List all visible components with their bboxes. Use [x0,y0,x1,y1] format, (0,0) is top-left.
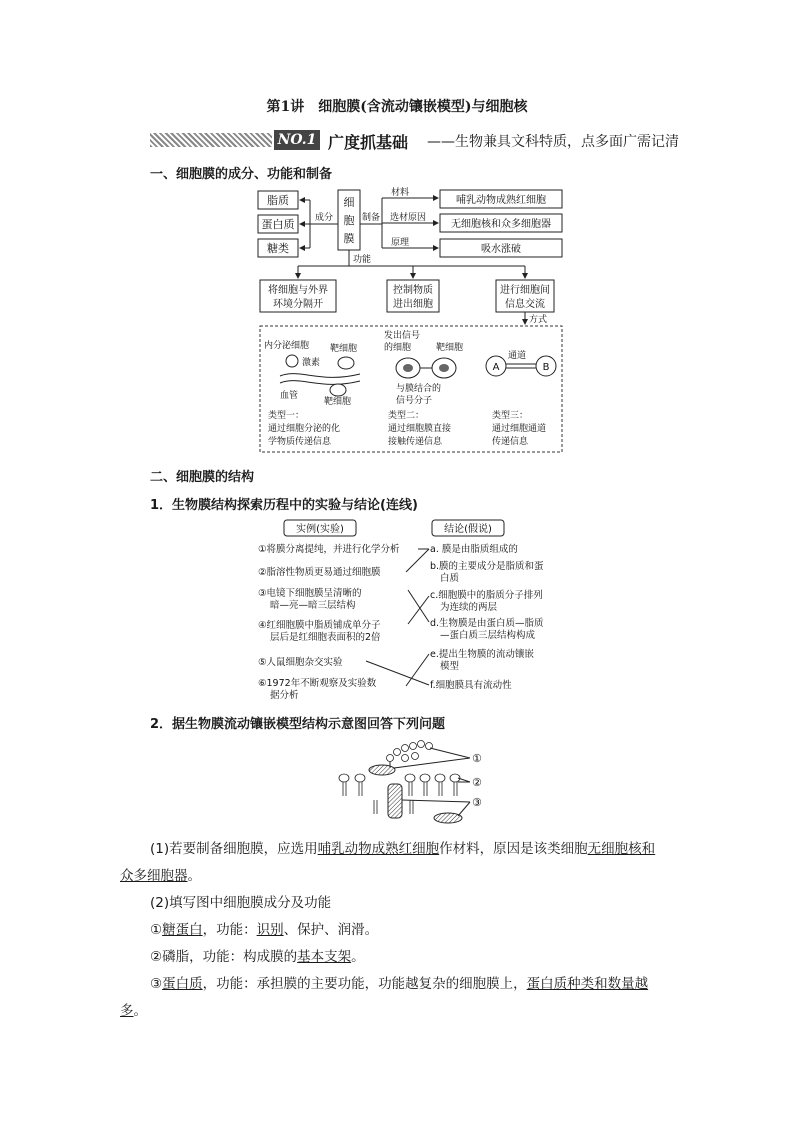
cell-a-label: A [492,362,500,373]
type3-caption-1: 类型三： [492,411,529,421]
item3-text: ，功能：承担膜的主要功能，功能越复杂的细胞膜上， [202,976,527,992]
model-label-2: ② [472,776,482,789]
item3-answer-more-cont: 多 [120,1003,134,1019]
nucleus-icon [439,364,449,372]
type1-caption-3: 学物质传递信息 [268,437,332,447]
function2-line1: 控制物质 [393,285,433,296]
function1-line2: 环境分隔开 [273,299,323,310]
item3-text: 。 [133,1003,147,1019]
target-cell-icon [330,384,346,396]
question1-line2 [120,864,201,884]
right-item-c2: 为连续的两层 [440,602,498,613]
banner-title: 广度抓基础 [328,133,409,152]
item2-text: ②磷脂，功能：构成膜的 [150,949,298,965]
section2-sub2: 2．据生物膜流动镶嵌模型结构示意图回答下列问题 [150,717,446,732]
type1-vessel: 血管 [280,391,299,401]
prepare-principle: 吸水涨破 [481,244,521,255]
left-header: 实例(实验) [296,524,344,535]
target-cell-icon [338,357,354,369]
section1-heading: 一、细胞膜的成分、功能和制备 [150,167,333,182]
type1-endocrine: 内分泌细胞 [264,341,310,351]
question2: (2)填写图中细胞膜成分及功能 [150,895,332,911]
membrane-diagram [250,186,570,456]
item3-answer-protein: 蛋白质 [162,976,203,992]
item1-answer-glycoprotein: 糖蛋白 [162,922,203,938]
label-function: 功能 [352,255,372,265]
prepare-label: 原理 [390,238,410,248]
q1-text: (1)若要制备细胞膜，应选用 [150,841,318,857]
function2-line2: 进出细胞 [393,299,433,310]
model-label-3: ③ [472,796,482,809]
component-sugar: 糖类 [267,242,289,255]
type2-molecule-2: 信号分子 [396,396,433,406]
type2-signal-cell-1: 发出信号 [384,331,421,341]
q1-answer-reason-cont: 众多细胞器 [120,868,188,884]
item3-text: ③ [150,976,163,992]
item1 [150,918,378,938]
q1-text: 作材料，原因是该类细胞 [439,841,588,857]
function3-line1: 进行细胞间 [500,285,550,296]
center-char: 胞 [343,214,355,227]
type2-caption-3: 接触传递信息 [388,437,443,447]
type2-molecule-1: 与膜结合的 [396,384,442,394]
item3-line1 [150,972,648,992]
banner-stripe [150,133,272,147]
left-item-1: ①将膜分离提纯，并进行化学分析 [258,544,400,555]
banner-number: NO.1 [274,130,320,150]
banner-subtitle: ——生物兼具文科特质，点多面广需记清 [427,134,679,150]
type1-caption-2: 通过细胞分泌的化 [268,424,341,434]
function1-line1: 将细胞与外界 [268,285,328,296]
center-char: 细 [343,196,355,209]
item3-answer-more: 蛋白质种类和数量越 [526,976,649,992]
item2-text: 。 [351,949,365,965]
type1-hormone: 激素 [302,358,321,368]
section2-heading: 二、细胞膜的结构 [150,470,255,485]
left-item-2: ②脂溶性物质更易通过细胞膜 [258,567,381,578]
item2-answer-scaffold: 基本支架 [297,949,352,965]
prepare-label: 材料 [390,188,410,198]
prepare-material: 哺乳动物成熟红细胞 [456,195,546,206]
section-banner [150,130,690,152]
item1-text: 、保护、润滑。 [283,922,379,938]
right-item-b1: b.膜的主要成分是脂质和蛋 [430,561,544,572]
prepare-reason: 无细胞核和众多细胞器 [451,219,551,230]
right-item-e1: e.提出生物膜的流动镶嵌 [430,649,534,660]
left-item-4b: 层后是红细胞表面积的2倍 [270,632,381,643]
component-protein: 蛋白质 [261,218,295,231]
type2-signal-cell-2: 的细胞 [384,343,412,353]
fluid-mosaic-model [330,738,490,830]
type3-caption-2: 通过细胞通道 [492,424,547,434]
type2-target: 靶细胞 [436,343,464,353]
type3-channel: 通道 [508,351,527,361]
right-item-e2: 模型 [440,661,460,672]
right-item-f: f.细胞膜具有流动性 [430,680,512,691]
function3-line2: 信息交流 [505,299,545,310]
center-char: 膜 [343,232,355,245]
item2 [150,945,365,965]
item1-text: ① [150,922,163,938]
right-item-c1: c.细胞膜中的脂质分子排列 [430,590,543,601]
component-lipid: 脂质 [267,194,289,207]
type3-caption-3: 传递信息 [492,437,529,447]
right-header: 结论(假说) [444,524,492,535]
type1-caption-1: 类型一： [268,411,305,421]
label-component: 成分 [314,213,334,223]
right-item-b2: 白质 [440,573,460,584]
endocrine-cell-icon [286,355,298,367]
item1-text: ，功能： [202,922,257,938]
left-item-5: ⑤人鼠细胞杂交实验 [258,657,343,668]
model-label-1: ① [472,752,482,765]
label-prepare: 制备 [361,213,381,223]
cell-b-label: B [542,362,550,373]
label-mode: 方式 [528,315,548,325]
matching-diagram [254,518,564,704]
type2-caption-2: 通过细胞膜直接 [388,424,452,434]
left-item-6a: ⑥1972年不断观察及实验数 [258,678,377,689]
right-item-a: a. 膜是由脂质组成的 [430,544,518,555]
section2-sub1: 1．生物膜结构探索历程中的实验与结论(连线) [150,498,418,513]
type2-caption-1: 类型二： [388,411,425,421]
right-item-d2: —蛋白质三层结构构成 [440,630,536,641]
prepare-label: 选材原因 [389,213,427,223]
question1-line1 [150,837,655,857]
nucleus-icon [403,364,413,372]
type1-target: 靶细胞 [330,344,358,354]
item3-line2 [120,999,147,1019]
page-title: 第1讲 细胞膜(含流动镶嵌模型)与细胞核 [266,99,528,115]
item1-answer-recognition: 识别 [256,922,284,938]
left-item-4a: ④红细胞膜中脂质铺成单分子 [258,620,381,631]
q1-answer-material: 哺乳动物成熟红细胞 [317,841,440,857]
left-item-3a: ③电镜下细胞膜呈清晰的 [258,588,362,599]
q1-text: 。 [187,868,201,884]
q1-answer-reason: 无细胞核和 [587,841,656,857]
left-item-6b: 据分析 [270,690,299,701]
type1-target2: 靶细胞 [324,397,352,407]
left-item-3b: 暗—亮—暗三层结构 [270,600,356,611]
right-item-d1: d.生物膜是由蛋白质—脂质 [430,618,544,629]
